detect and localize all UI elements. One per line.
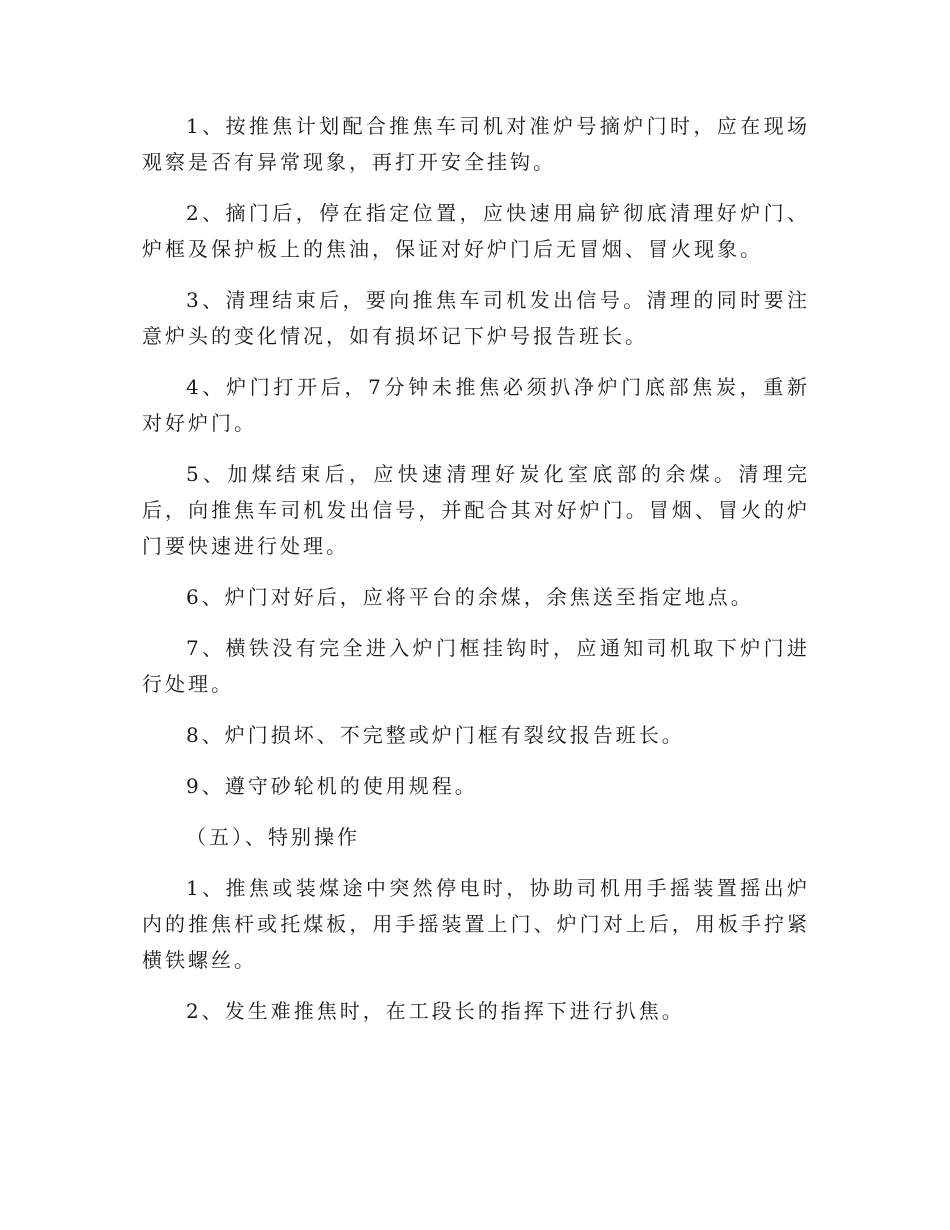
document-page — [142, 108, 810, 1044]
paragraph-item-7: 7、横铁没有完全进入炉门框挂钩时，应通知司机取下炉门进行处理。 — [142, 636, 810, 696]
paragraph-item-8: 8、炉门损坏、不完整或炉门框有裂纹报告班长。 — [186, 723, 685, 747]
special-operation-item-1: 1、推焦或装煤途中突然停电时，协助司机用手摇装置摇出炉内的推焦杆或托煤板，用手摇装置上门、炉门对上后，用板手拧紧横铁螺丝。 — [142, 876, 810, 972]
special-operation-item-2: 2、发生难推焦时，在工段长的指挥下进行扒焦。 — [186, 999, 685, 1023]
paragraph-item-3: 3、清理结束后，要向推焦车司机发出信号。清理的同时要注意炉头的变化情况，如有损坏记下炉号报告班长。 — [142, 288, 810, 348]
paragraph-item-9: 9、遵守砂轮机的使用规程。 — [186, 774, 478, 798]
paragraph-item-2: 2、摘门后，停在指定位置，应快速用扁铲彻底清理好炉门、炉框及保护板上的焦油，保证对好炉门后无冒烟、冒火现象。 — [142, 201, 810, 261]
paragraph-item-6: 6、炉门对好后，应将平台的余煤，余焦送至指定地点。 — [186, 585, 754, 609]
paragraph-item-5: 5、加煤结束后，应快速清理好炭化室底部的余煤。清理完后，向推焦车司机发出信号，并配合其对好炉门。冒烟、冒火的炉门要快速进行处理。 — [142, 462, 810, 558]
paragraph-item-4: 4、炉门打开后，7分钟未推焦必须扒净炉门底部焦炭，重新对好炉门。 — [142, 375, 810, 435]
paragraph-item-1: 1、按推焦计划配合推焦车司机对准炉号摘炉门时，应在现场观察是否有异常现象，再打开安全挂钩。 — [142, 114, 810, 174]
section-heading: （五）、特别操作 — [186, 825, 360, 849]
